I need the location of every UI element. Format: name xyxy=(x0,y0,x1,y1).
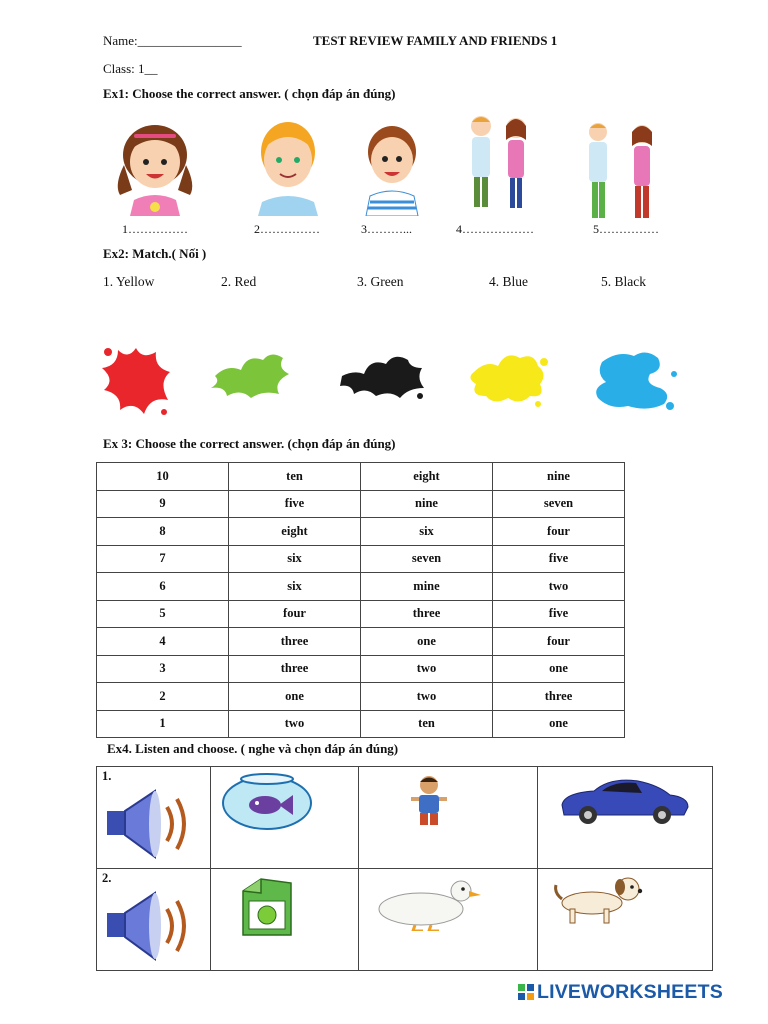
ex3-option-cell[interactable]: eight xyxy=(229,518,361,546)
ex3-option-cell[interactable]: five xyxy=(229,490,361,518)
ex3-row xyxy=(97,683,625,711)
liveworksheets-logo xyxy=(518,981,723,1004)
color-label-blue[interactable]: 4. Blue xyxy=(489,274,528,289)
ex1-blank-5[interactable]: 5…………… xyxy=(593,222,659,236)
ex1-title: Ex1: Choose the correct answer. ( chọn đáp án đúng) xyxy=(103,86,396,101)
ex3-row xyxy=(97,655,625,683)
ex3-row xyxy=(97,545,625,573)
name-label: Name:________________ xyxy=(103,33,242,48)
green-splash[interactable] xyxy=(207,346,293,402)
ex3-option-cell[interactable]: three xyxy=(361,600,493,628)
color-label-yellow[interactable]: 1. Yellow xyxy=(103,274,155,289)
ex3-option-cell[interactable]: mine xyxy=(361,573,493,601)
ex3-title: Ex 3: Choose the correct answer. (chọn đáp án đúng) xyxy=(103,436,396,451)
ex3-row xyxy=(97,600,625,628)
ex3-option-cell[interactable]: four xyxy=(229,600,361,628)
fish-bowl-picture[interactable] xyxy=(219,771,315,831)
ex3-option-cell[interactable]: one xyxy=(493,710,625,738)
ex3-option-cell[interactable]: three xyxy=(229,628,361,656)
red-splash[interactable] xyxy=(98,342,176,418)
girl-picture xyxy=(110,110,200,216)
blue-splash[interactable] xyxy=(588,344,680,416)
ex3-table xyxy=(96,462,625,738)
ex3-option-cell[interactable]: ten xyxy=(361,710,493,738)
ex3-option-cell[interactable]: four xyxy=(493,518,625,546)
ex3-number-cell: 10 xyxy=(97,463,229,491)
ex3-option-cell[interactable]: nine xyxy=(493,463,625,491)
boy-girl-picture-2 xyxy=(584,118,660,222)
ex4-table xyxy=(96,766,713,971)
ex3-option-cell[interactable]: two xyxy=(493,573,625,601)
ex3-number-cell: 4 xyxy=(97,628,229,656)
ex2-title: Ex2: Match.( Nối ) xyxy=(103,246,207,261)
ex3-number-cell: 1 xyxy=(97,710,229,738)
ex3-row xyxy=(97,518,625,546)
dog-picture[interactable] xyxy=(552,875,648,925)
ex3-option-cell[interactable]: seven xyxy=(361,545,493,573)
ex3-option-cell[interactable]: three xyxy=(229,655,361,683)
ex3-row xyxy=(97,573,625,601)
color-label-black[interactable]: 5. Black xyxy=(601,274,646,289)
ex3-option-cell[interactable]: one xyxy=(493,655,625,683)
ex3-number-cell: 6 xyxy=(97,573,229,601)
ex3-option-cell[interactable]: two xyxy=(361,683,493,711)
milk-carton-picture[interactable] xyxy=(233,875,297,939)
liveworksheets-logo-text: LIVEWORKSHEETS xyxy=(537,981,723,1003)
ex4-row-number: 2. xyxy=(102,871,112,885)
ex3-row xyxy=(97,490,625,518)
ex4-row-number: 1. xyxy=(102,769,112,783)
color-label-green[interactable]: 3. Green xyxy=(357,274,404,289)
ex3-option-cell[interactable]: one xyxy=(229,683,361,711)
yellow-splash[interactable] xyxy=(464,344,550,410)
ex3-option-cell[interactable]: seven xyxy=(493,490,625,518)
ex4-row-1 xyxy=(97,767,713,869)
ex3-option-cell[interactable]: ten xyxy=(229,463,361,491)
ex3-option-cell[interactable]: two xyxy=(229,710,361,738)
ex3-row xyxy=(97,628,625,656)
boy-picture-1 xyxy=(248,110,328,216)
ex3-option-cell[interactable]: five xyxy=(493,600,625,628)
ex3-number-cell: 5 xyxy=(97,600,229,628)
car-picture[interactable] xyxy=(554,771,694,829)
ex3-row xyxy=(97,710,625,738)
class-label: Class: 1__ xyxy=(103,61,158,76)
duck-picture[interactable] xyxy=(369,875,481,931)
ex3-option-cell[interactable]: five xyxy=(493,545,625,573)
ex3-number-cell: 8 xyxy=(97,518,229,546)
ex4-title: Ex4. Listen and choose. ( nghe và chọn đáp án đúng) xyxy=(107,741,399,756)
boy-picture-2 xyxy=(360,114,424,216)
ex3-option-cell[interactable]: six xyxy=(361,518,493,546)
color-label-red[interactable]: 2. Red xyxy=(221,274,257,289)
ex3-option-cell[interactable]: four xyxy=(493,628,625,656)
ex3-number-cell: 2 xyxy=(97,683,229,711)
ex3-option-cell[interactable]: one xyxy=(361,628,493,656)
ex1-blank-1[interactable]: 1…………… xyxy=(122,222,188,236)
ex3-number-cell: 7 xyxy=(97,545,229,573)
speaker-icon[interactable] xyxy=(103,887,199,967)
ex3-option-cell[interactable]: three xyxy=(493,683,625,711)
boy-girl-picture-1 xyxy=(466,110,534,214)
ex3-number-cell: 3 xyxy=(97,655,229,683)
ex3-number-cell: 9 xyxy=(97,490,229,518)
ex1-blank-3[interactable]: 3………... xyxy=(361,222,412,236)
ex3-option-cell[interactable]: six xyxy=(229,573,361,601)
ex3-option-cell[interactable]: two xyxy=(361,655,493,683)
worksheet-title: TEST REVIEW FAMILY AND FRIENDS 1 xyxy=(313,33,558,48)
ex3-row xyxy=(97,463,625,491)
ex3-option-cell[interactable]: eight xyxy=(361,463,493,491)
ex3-option-cell[interactable]: nine xyxy=(361,490,493,518)
liveworksheets-logo-icon xyxy=(518,984,534,1000)
speaker-icon[interactable] xyxy=(103,785,199,865)
ex4-row-2 xyxy=(97,869,713,971)
ex3-option-cell[interactable]: six xyxy=(229,545,361,573)
ex1-blank-2[interactable]: 2…………… xyxy=(254,222,320,236)
black-splash[interactable] xyxy=(336,346,428,404)
ex1-blank-4[interactable]: 4……………… xyxy=(456,222,534,236)
boy-picture-3[interactable] xyxy=(401,773,457,833)
